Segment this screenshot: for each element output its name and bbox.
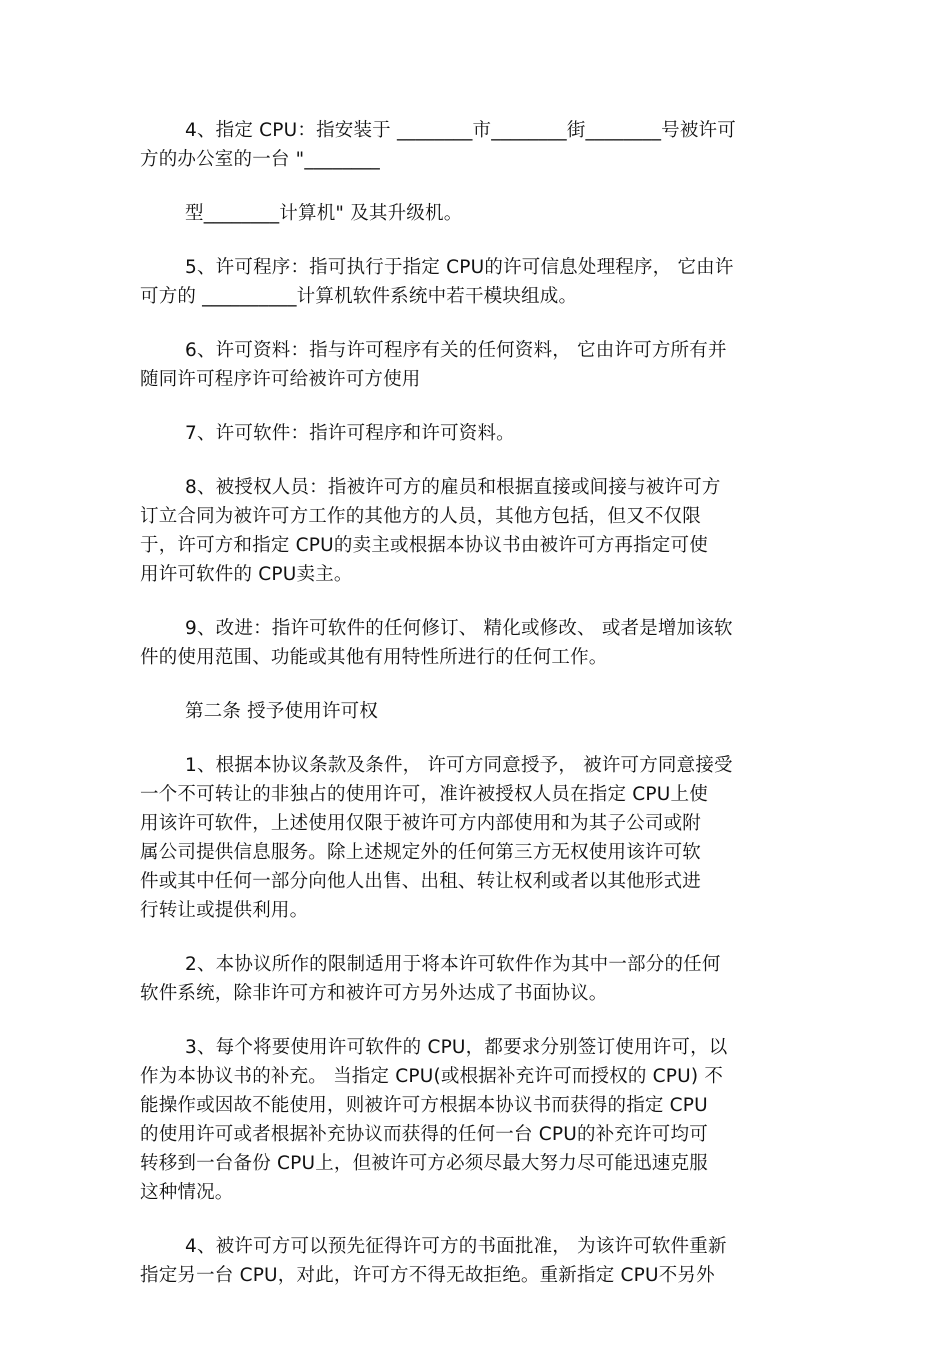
paragraph-line: 能操作或因故不能使用，则被许可方根据本协议书而获得的指定 CPU [140, 1095, 708, 1116]
paragraph [140, 1232, 830, 1290]
paragraph [140, 473, 830, 589]
paragraph-first-line: 7、许可软件：指许可程序和许可资料。 [185, 423, 515, 444]
paragraph [140, 116, 830, 174]
paragraph-line: 于，许可方和指定 CPU的卖主或根据本协议书由被许可方再指定可使 [140, 535, 708, 556]
paragraph-line: 件的使用范围、功能或其他有用特性所进行的任何工作。 [140, 647, 608, 668]
paragraph-first-line: 型________计算机" 及其升级机。 [185, 203, 463, 224]
paragraph [140, 199, 830, 228]
paragraph-line: 这种情况。 [140, 1182, 234, 1203]
paragraph [140, 950, 830, 1008]
paragraph [140, 336, 830, 394]
paragraph-first-line: 4、指定 CPU：指安装于 ________市________街________号被许可 [185, 120, 736, 141]
paragraph-line: 可方的 __________计算机软件系统中若干模块组成。 [140, 286, 578, 307]
paragraph-line: 随同许可程序许可给被许可方使用 [140, 369, 421, 390]
paragraph-first-line: 8、被授权人员：指被许可方的雇员和根据直接或间接与被许可方 [185, 477, 721, 498]
paragraph [140, 1033, 830, 1207]
paragraph-line: 订立合同为被许可方工作的其他方的人员，其他方包括，但又不仅限 [140, 506, 702, 527]
paragraph [140, 697, 830, 726]
paragraph-line: 作为本协议书的补充。 当指定 CPU(或根据补充许可而授权的 CPU) 不 [140, 1066, 724, 1087]
paragraph-line: 件或其中任何一部分向他人出售、出租、转让权利或者以其他形式进 [140, 871, 702, 892]
paragraph-line: 属公司提供信息服务。除上述规定外的任何第三方无权使用该许可软 [140, 842, 702, 863]
paragraph-line: 方的办公室的一台 "________ [140, 149, 380, 170]
paragraph-line: 行转让或提供利用。 [140, 900, 309, 921]
paragraph [140, 419, 830, 448]
paragraph-line: 用该许可软件，上述使用仅限于被许可方内部使用和为其子公司或附 [140, 813, 702, 834]
paragraph-first-line: 9、改进：指许可软件的任何修订、 精化或修改、 或者是增加该软 [185, 618, 733, 639]
paragraph-line: 软件系统，除非许可方和被许可方另外达成了书面协议。 [140, 983, 608, 1004]
paragraph-line: 用许可软件的 CPU卖主。 [140, 564, 353, 585]
paragraph-first-line: 1、根据本协议条款及条件， 许可方同意授予， 被许可方同意接受 [185, 755, 733, 776]
document-body [140, 116, 830, 1315]
paragraph-first-line: 3、每个将要使用许可软件的 CPU，都要求分别签订使用许可，以 [185, 1037, 728, 1058]
paragraph-line: 转移到一台备份 CPU上，但被许可方必须尽最大努力尽可能迅速克服 [140, 1153, 708, 1174]
paragraph-first-line: 2、本协议所作的限制适用于将本许可软件作为其中一部分的任何 [185, 954, 721, 975]
paragraph-first-line: 4、被许可方可以预先征得许可方的书面批准， 为该许可软件重新 [185, 1236, 727, 1257]
paragraph-line: 一个不可转让的非独占的使用许可，准许被授权人员在指定 CPU上使 [140, 784, 708, 805]
paragraph-line: 的使用许可或者根据补充协议而获得的任何一台 CPU的补充许可均可 [140, 1124, 708, 1145]
paragraph-line: 指定另一台 CPU，对此，许可方不得无故拒绝。重新指定 CPU不另外 [140, 1265, 715, 1286]
paragraph-first-line: 6、许可资料：指与许可程序有关的任何资料， 它由许可方所有并 [185, 340, 727, 361]
paragraph-first-line: 5、许可程序：指可执行于指定 CPU的许可信息处理程序， 它由许 [185, 257, 734, 278]
paragraph [140, 253, 830, 311]
paragraph [140, 751, 830, 925]
paragraph-first-line: 第二条 授予使用许可权 [185, 701, 379, 722]
paragraph [140, 614, 830, 672]
